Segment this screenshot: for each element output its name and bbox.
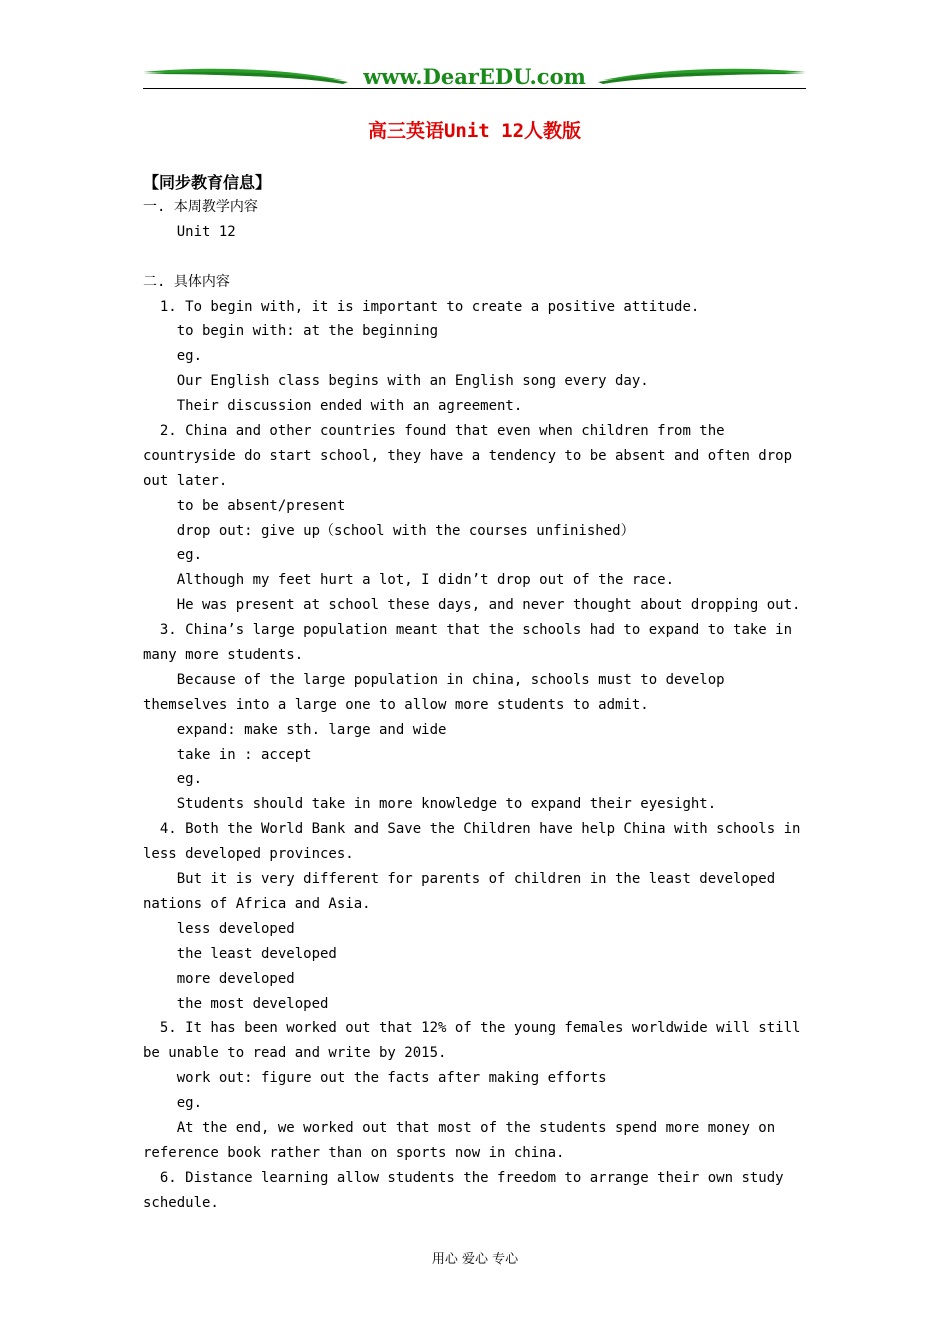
text-line: Although my feet hurt a lot, I didn’t drop out of the race. [143, 572, 675, 589]
text-line: He was present at school these days, and never thought about dropping out. [143, 597, 801, 614]
text-line: less developed [143, 920, 295, 937]
text-line: many more students. [143, 647, 304, 664]
text-line: the most developed [143, 995, 329, 1012]
text-line: eg. [143, 547, 203, 564]
text-line: drop out: give up（school with the courses unfinished） [143, 522, 635, 539]
text-line: take in : accept [143, 746, 312, 763]
text-line: 4. Both the World Bank and Save the Children have help China with schools in [143, 821, 801, 838]
text-line: eg. [143, 771, 203, 788]
text-line: out later. [143, 472, 228, 489]
text-line: less developed provinces. [143, 846, 354, 863]
text-line: eg. [143, 1095, 203, 1112]
text-line: nations of Africa and Asia. [143, 895, 371, 912]
text-line: 二. 具体内容 [143, 273, 230, 290]
text-line: reference book rather than on sports now in china. [143, 1144, 565, 1161]
text-line: Students should take in more knowledge to expand their eyesight. [143, 796, 717, 813]
text-line: Because of the large population in china, schools must to develop [143, 671, 725, 688]
text-line: expand: make sth. large and wide [143, 721, 447, 738]
text-line: work out: figure out the facts after making efforts [143, 1070, 607, 1087]
text-line: schedule. [143, 1194, 219, 1211]
text-line: 3. China’s large population meant that the schools had to expand to take in [143, 622, 793, 639]
text-line: Their discussion ended with an agreement. [143, 398, 523, 415]
text-line: 5. It has been worked out that 12% of the young females worldwide will still [143, 1020, 801, 1037]
text-line: 一. 本周教学内容 [143, 199, 258, 215]
text-line [143, 245, 806, 270]
text-line: But it is very different for parents of children in the least developed [143, 871, 776, 888]
header-divider [143, 88, 806, 89]
text-line: Unit 12 [143, 223, 236, 240]
text-line: the least developed [143, 945, 337, 962]
document-body [143, 195, 806, 1216]
text-line: 6. Distance learning allow students the freedom to arrange their own study [143, 1169, 784, 1186]
text-line: countryside do start school, they have a tendency to be absent and often drop [143, 447, 793, 464]
text-line: more developed [143, 970, 295, 987]
page-title: 高三英语Unit 12人教版 [367, 120, 582, 142]
page-footer: 用心 爱心 专心 [431, 1252, 519, 1267]
text-line: eg. [143, 348, 203, 365]
text-line: Our English class begins with an English song every day. [143, 373, 649, 390]
text-line: to be absent/present [143, 497, 346, 514]
text-line: to begin with: at the beginning [143, 323, 439, 340]
site-logo-text[interactable]: www.DearEDU.com [363, 64, 586, 89]
text-line: 1. To begin with, it is important to create a positive attitude. [143, 298, 700, 315]
section-heading: 【同步教育信息】 [143, 173, 272, 192]
text-line: be unable to read and write by 2015. [143, 1045, 447, 1062]
text-line: At the end, we worked out that most of the students spend more money on [143, 1119, 776, 1136]
text-line: themselves into a large one to allow more students to admit. [143, 696, 649, 713]
text-line: 2. China and other countries found that even when children from the [143, 423, 725, 440]
